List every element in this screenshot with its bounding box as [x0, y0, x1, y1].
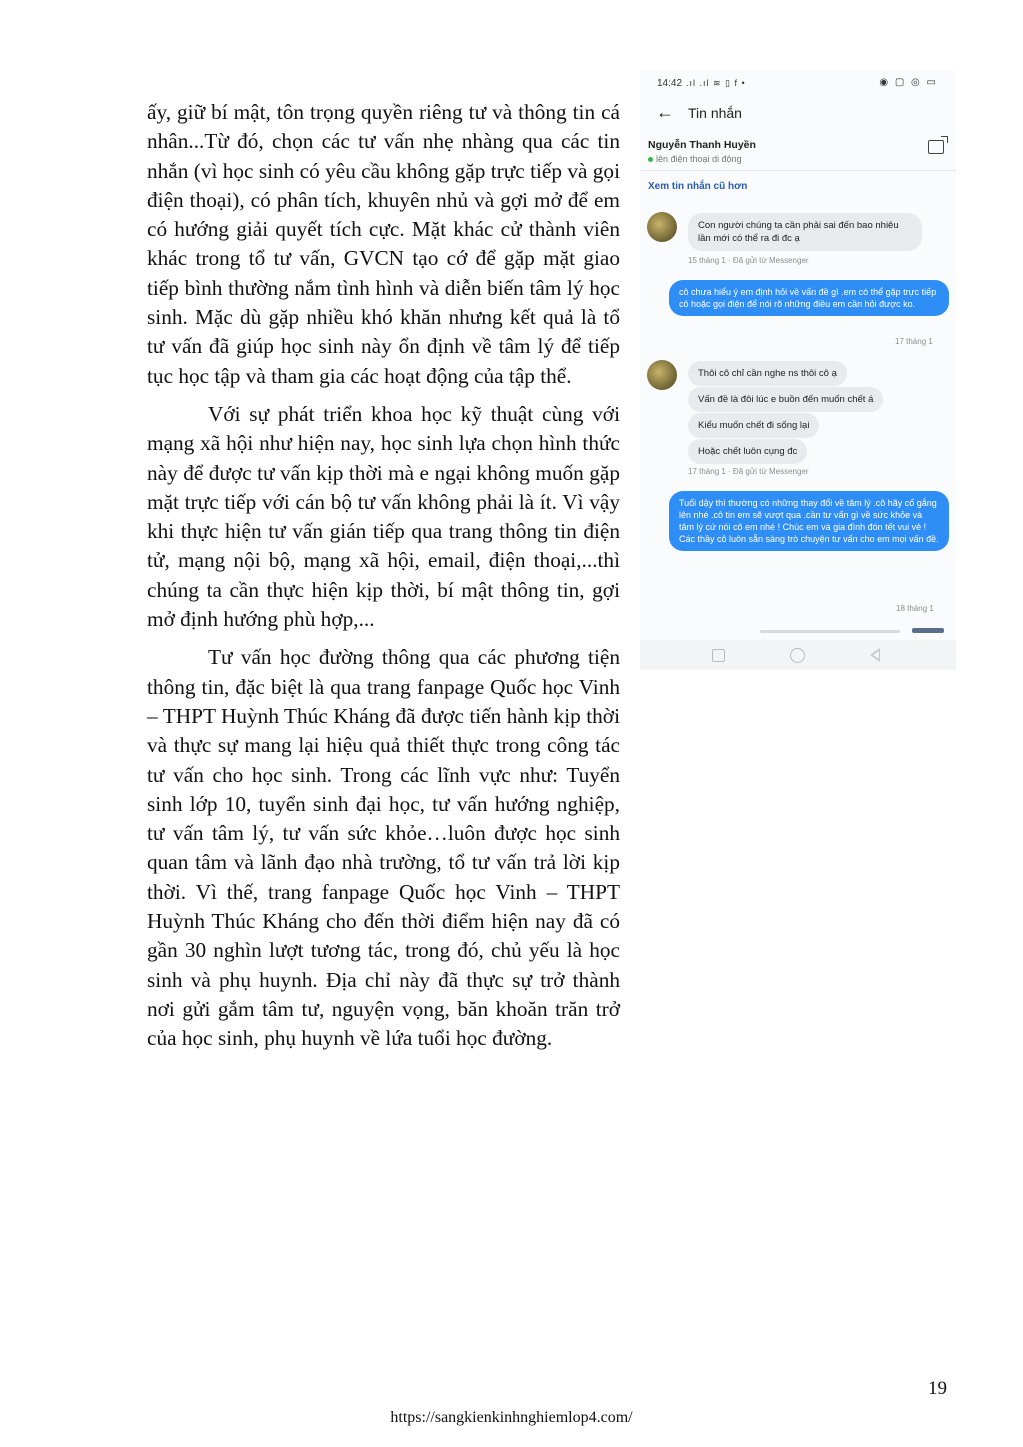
battery-icons: ◉ ▢ ◎ ▭ [879, 77, 938, 88]
signal-icons: .ıl .ıl ≋ ▯ f • [686, 78, 746, 88]
body-text [147, 98, 620, 1063]
back-arrow-icon[interactable]: ← [656, 102, 674, 122]
online-dot-icon [648, 157, 653, 162]
message-meta: 17 tháng 1 [895, 337, 933, 346]
message-bubble: Tuổi dậy thì thường có những thay đổi về tâm lý .cô hãy cố gắng lên nhé .cô tin em sẽ vượt qua .cần tư vấn gì về sức khỏe và tâm lý cứ nói cô em nhé ! Chúc em và gia đình đón tết vui vẻ ! Các thầy cô luôn sẵn sàng trò chuyện tư vấn cho em mọi vấn đề. [669, 491, 949, 551]
contact-row [640, 134, 956, 171]
paragraph-1: ấy, giữ bí mật, tôn trọng quyền riêng tư và thông tin cá nhân...Từ đó, chọn các tư vấn nhẹ nhàng qua các tin nhắn (vì học sinh có yêu cầu không gặp trực tiếp và gọi điện thoại), có phân tích, khuyên nhủ và gợi mở để em có hướng giải quyết tích cực. Mặt khác cử thành viên khác trong tổ tư vấn, GVCN tạo cớ để gặp mặt giao tiếp bình thường nắm tình hình và diễn biến tâm lý học sinh. Mặc dù gặp nhiều khó khăn nhưng kết quả là tổ tư vấn đã giúp học sinh này ổn định về tâm lý để tiếp tục học tập và tham gia các hoạt động của tập thể. [147, 100, 620, 388]
app-title: Tin nhắn [688, 105, 742, 121]
message-composer[interactable] [760, 630, 900, 633]
message-bubble: Hoặc chết luôn cụng đc [688, 439, 807, 464]
recent-apps-icon[interactable] [712, 649, 725, 662]
app-header [640, 100, 956, 130]
older-messages-link[interactable]: Xem tin nhắn cũ hơn [648, 181, 748, 192]
send-button[interactable] [912, 628, 944, 633]
share-icon[interactable] [928, 140, 944, 154]
message-meta: 15 tháng 1 · Đã gửi từ Messenger [688, 256, 809, 265]
status-bar [640, 70, 956, 96]
status-time: 14:42 [657, 78, 683, 89]
message-bubble: Con người chúng ta cần phải sai đến bao nhiêu lần mới có thể ra đi đc ạ [688, 213, 922, 251]
paragraph-2: Với sự phát triển khoa học kỹ thuật cùng với mạng xã hội như hiện nay, học sinh lựa chọn hình thức này để được tư vấn kịp thời mà e ngại không muốn gặp mặt trực tiếp với cán bộ tư vấn không phải là ít. Vì vậy khi thực hiện tư vấn gián tiếp qua trang thông tin điện tử, mạng nội bộ, mạng xã hội, email, điện thoại,...thì chúng ta cần thực hiện kịp thời, bí mật thông tin, gợi mở định hướng phù hợp,... [147, 401, 620, 632]
paragraph-3: Tư vấn học đường thông qua các phương tiện thông tin, đặc biệt là qua trang fanpage Quốc học Vinh – THPT Huỳnh Thúc Kháng đã được tiến hành kịp thời và thực sự mang lại hiệu quả thiết thực trong công tác tư vấn cho học sinh. Trong các lĩnh vực như: Tuyển sinh lớp 10, tuyển sinh đại học, tư vấn hướng nghiệp, tư vấn tâm lý, tư vấn sức khỏe…luôn được học sinh quan tâm và lãnh đạo nhà trường, tổ tư vấn trả lời kịp thời. Vì thế, trang fanpage Quốc học Vinh – THPT Huỳnh Thúc Kháng cho đến thời điểm hiện nay đã có gần 30 nghìn lượt tương tác, trong đó, chủ yếu là học sinh và phụ huynh. Địa chỉ này đã thực sự trở thành nơi gửi gắm tâm tư, nguyện vọng, băn khoăn trăn trở của học sinh, phụ huynh về lứa tuổi học đường. [147, 645, 620, 1051]
message-bubble: Kiểu muốn chết đi sống lại [688, 413, 819, 438]
message-meta: 17 tháng 1 · Đã gửi từ Messenger [688, 467, 809, 476]
message-bubble: Thôi cô chỉ cần nghe ns thôi cô ạ [688, 361, 847, 386]
message-bubble: cô chưa hiểu ý em định hỏi về vấn đề gì .em có thể gặp trực tiếp cô hoặc gọi điện để nói rõ những điều em cần hỏi được ko. [669, 280, 949, 316]
home-icon[interactable] [790, 648, 805, 663]
avatar [647, 360, 677, 390]
contact-status [648, 154, 742, 164]
message-bubble: Vấn đề là đôi lúc e buồn đến muốn chết á [688, 387, 883, 412]
footer-url: https://sangkienkinhnghiemlop4.com/ [390, 1409, 633, 1426]
android-nav-bar [640, 640, 956, 670]
message-meta: 18 tháng 1 [896, 604, 934, 613]
contact-name: Nguyễn Thanh Huyền [648, 139, 756, 151]
nav-back-icon[interactable] [870, 648, 880, 662]
contact-status-text: lên điện thoại di động [656, 154, 742, 164]
messenger-screenshot [640, 70, 956, 670]
page-number: 19 [928, 1378, 947, 1399]
avatar [647, 212, 677, 242]
